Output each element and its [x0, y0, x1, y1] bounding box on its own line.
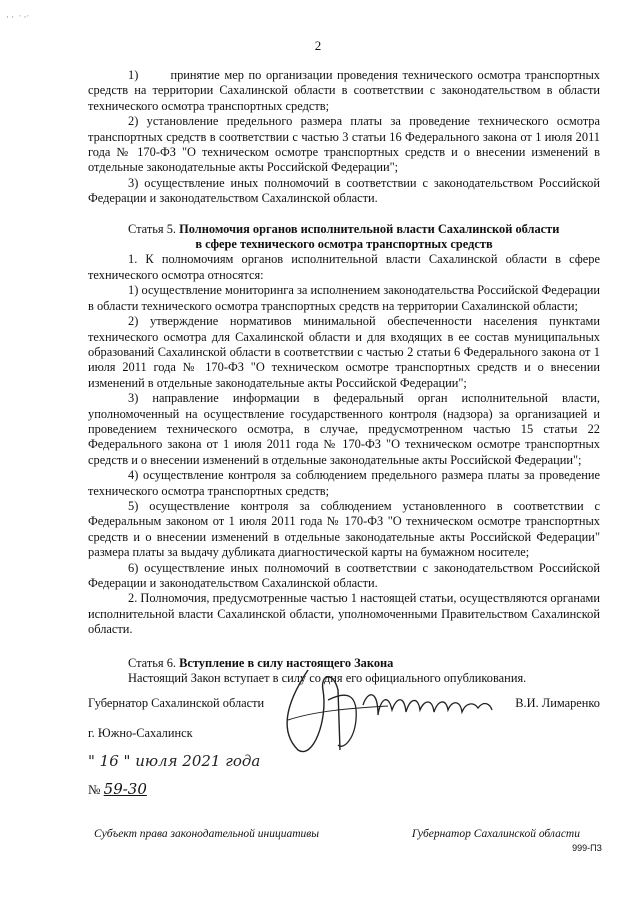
- article-5-paragraph: 5) осуществление контроля за соблюдением установленного в соответствии с Федеральным законом от 1 июля 2011 года № 170-ФЗ "О техническом осмотре транспортных средств и о внесении изменений в отдельные законодательные акты Российской Федерации" размера платы за выдачу дубликата диагностической карты на бумажном носителе;: [88, 498, 600, 560]
- city: г. Южно-Сахалинск: [88, 726, 193, 740]
- article-5-paragraph: 6) осуществление иных полномочий в соответствии с законодательством Российской Федерации и законодательством Сахалинской области.: [88, 560, 600, 590]
- document-body: [88, 68, 600, 686]
- paragraph-item-3: 3) осуществление иных полномочий в соответствии с законодательством Российской Федерации и законодательством Сахалинской области.: [88, 175, 600, 206]
- governor-name: В.И. Лимаренко: [515, 696, 600, 710]
- article-5-paragraph: 2) утверждение нормативов минимальной обеспеченности населения пунктами технического осмотра для Сахалинской области и для входящих в ее состав муниципальных образований Сахалинской области в соответствии с частью 2 статьи 6 Федерального закона от 1 июля 2011 года № 170-ФЗ "О техническом осмотре транспортных средств и о внесении изменений в отдельные законодательные акты Российской Федерации";: [88, 314, 600, 390]
- article-5-paragraph: 3) направление информации в федеральный орган исполнительной власти, уполномоченный на осуществление государственного контроля (надзора) за организацией и проведением технического осмотра, в случае, предусмотренном частью 15 статьи 22 Федерального закона от 1 июля 2011 года № 170-ФЗ "О техническом осмотре транспортных средств и о внесении изменений в отдельные законодательные акты Российской Федерации";: [88, 391, 600, 467]
- article-5-paragraph: 1) осуществление мониторинга за исполнением законодательства Российской Федерации в области технического осмотра транспортных средств на территории Сахалинской области;: [88, 283, 600, 313]
- article-5-title-line2: в сфере технического осмотра транспортных средств: [195, 237, 493, 252]
- paragraph-item-1: 1) принятие мер по организации проведения технического осмотра транспортных средств на территории Сахалинской области в соответствии с законодательством в области технического осмотра транспортных средств;: [88, 68, 600, 113]
- footer-left: Субъект права законодательной инициативы: [94, 828, 320, 840]
- article-6-prefix: Статья 6.: [128, 655, 180, 670]
- paragraph-item-2: 2) установление предельного размера платы за проведение технического осмотра транспортных средств в соответствии с частью 3 статьи 16 Федерального закона от 1 июля 2011 года № 170-ФЗ "О техническом осмотре транспортных средств и о внесении изменений в отдельные законодательные акты Российской Федерации";: [88, 114, 600, 175]
- article-6-title: Вступление в силу настоящего Закона: [179, 655, 394, 670]
- law-number: [88, 780, 147, 798]
- footer-code: 999-ПЗ: [572, 843, 602, 853]
- number-handwritten: 59-30: [103, 780, 147, 798]
- number-prefix: №: [88, 782, 101, 797]
- article-5-paragraph: 4) осуществление контроля за соблюдением предельного размера платы за проведение технического осмотра транспортных средств;: [88, 468, 600, 498]
- article-5-paragraph: 1. К полномочиям органов исполнительной власти Сахалинской области в сфере технического осмотра относятся:: [88, 252, 600, 282]
- signing-date: " 16 " июля 2021 года: [88, 752, 261, 770]
- scan-speck: · · ˑ ·ˑ: [6, 12, 29, 22]
- article-5-paragraph: 2. Полномочия, предусмотренные частью 1 настоящей статьи, осуществляются органами исполнительной власти Сахалинской области, уполномоченными Правительством Сахалинской области.: [88, 591, 600, 637]
- article-6-text: Настоящий Закон вступает в силу со дня его официального опубликования.: [128, 671, 527, 686]
- article-5-prefix: Статья 5.: [128, 221, 180, 236]
- handwritten-signature: [268, 660, 508, 770]
- footer-right: Губернатор Сахалинской области: [411, 828, 580, 840]
- governor-label: Губернатор Сахалинской области: [88, 696, 265, 710]
- page-number: 2: [314, 38, 322, 53]
- article-5-heading: [88, 222, 600, 237]
- article-5-title-line1: Полномочия органов исполнительной власти Сахалинской области: [179, 221, 560, 236]
